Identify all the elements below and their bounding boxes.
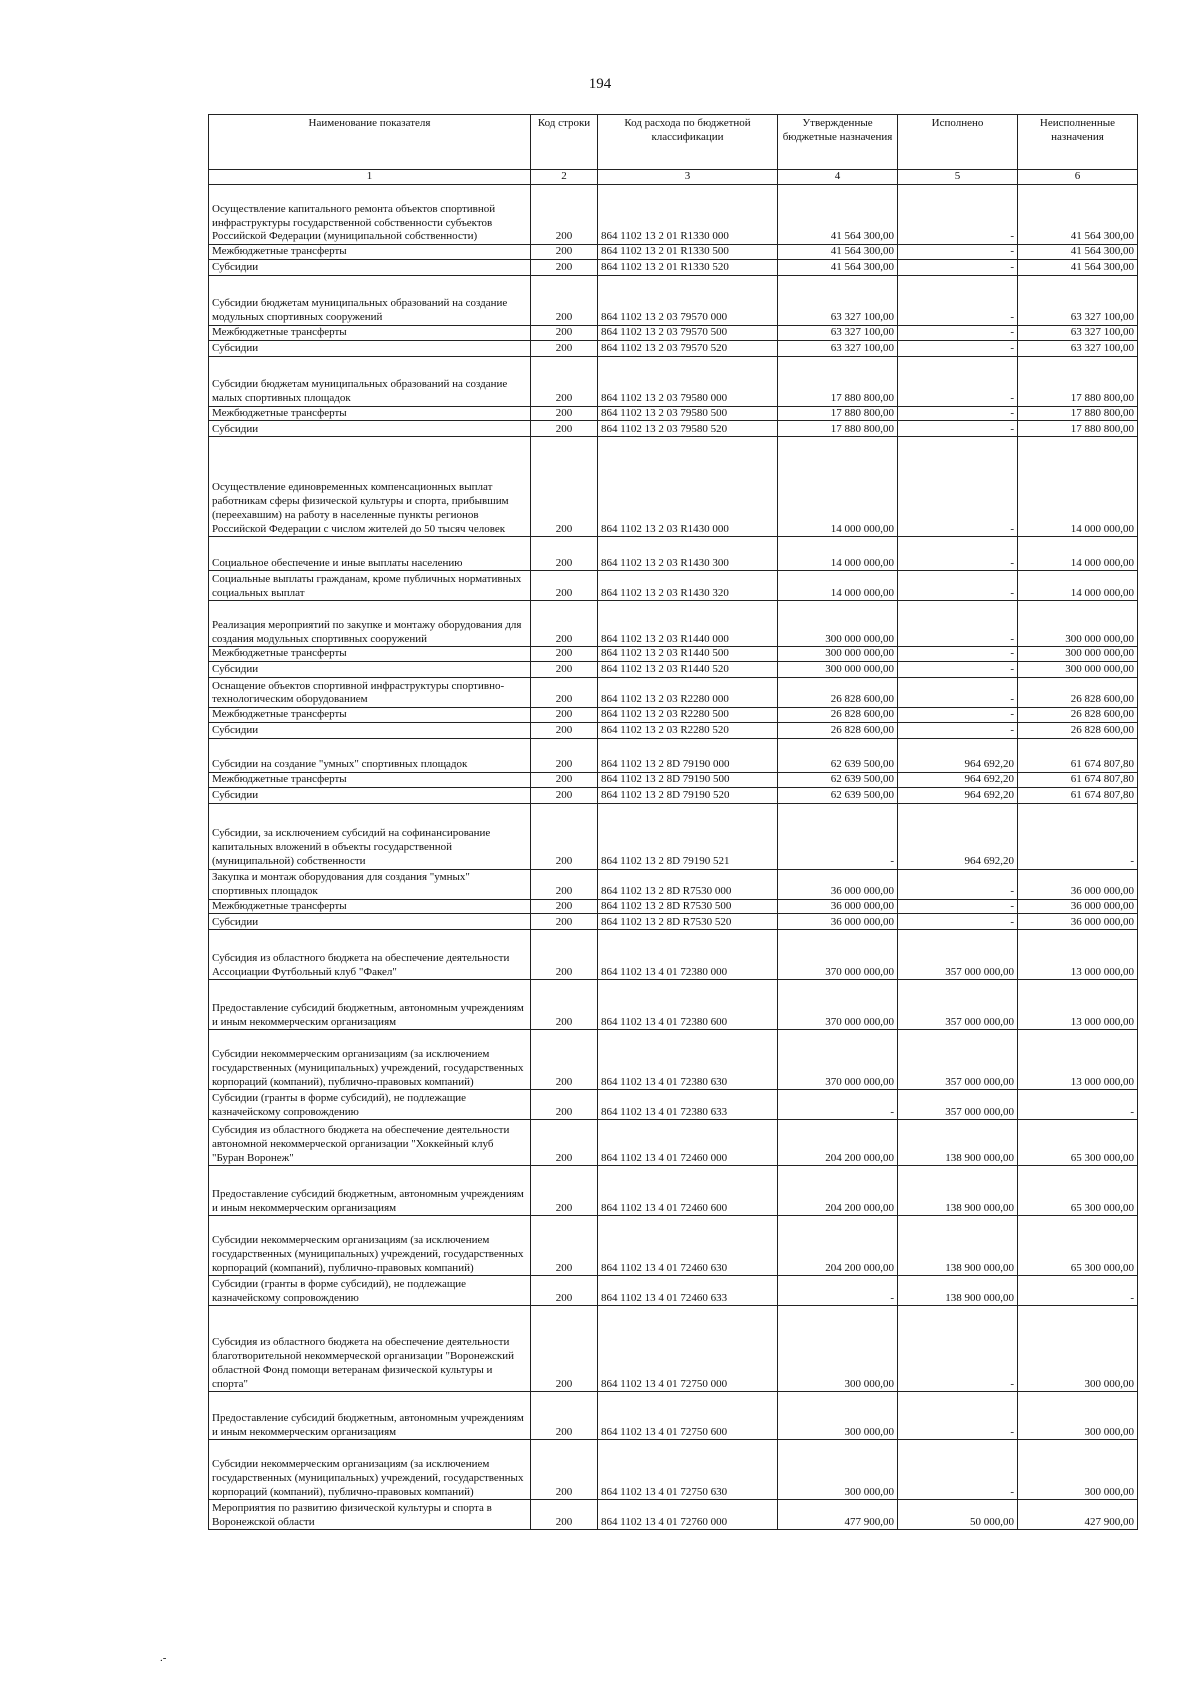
line-code-cell: 200 [531, 1030, 598, 1090]
line-code-cell: 200 [531, 1500, 598, 1530]
column-number: 2 [531, 170, 598, 185]
line-code-cell: 200 [531, 1306, 598, 1392]
budget-code-cell: 864 1102 13 2 03 R1430 300 [598, 537, 778, 571]
executed-amount-cell: - [898, 1440, 1018, 1500]
table-row [209, 1500, 1138, 1530]
unexecuted-amount-cell: 36 000 000,00 [1018, 869, 1138, 899]
unexecuted-amount-cell: 61 674 807,80 [1018, 787, 1138, 803]
approved-amount-cell: 62 639 500,00 [778, 738, 898, 772]
executed-amount-cell: - [898, 601, 1018, 647]
line-code-cell: 200 [531, 437, 598, 537]
approved-amount-cell: 17 880 800,00 [778, 421, 898, 437]
indicator-name-cell: Субсидии [209, 662, 531, 678]
budget-code-cell: 864 1102 13 4 01 72380 630 [598, 1030, 778, 1090]
line-code-cell: 200 [531, 1166, 598, 1216]
budget-code-cell: 864 1102 13 4 01 72380 633 [598, 1090, 778, 1120]
approved-amount-cell: 26 828 600,00 [778, 678, 898, 708]
executed-amount-cell: - [898, 899, 1018, 914]
header-approved: Утвержденные бюджетные назначения [778, 115, 898, 170]
approved-amount-cell: 17 880 800,00 [778, 356, 898, 406]
column-number: 1 [209, 170, 531, 185]
executed-amount-cell: - [898, 662, 1018, 678]
unexecuted-amount-cell: 63 327 100,00 [1018, 325, 1138, 340]
indicator-name-cell: Субсидии бюджетам муниципальных образований на создание малых спортивных площадок [209, 356, 531, 406]
budget-code-cell: 864 1102 13 2 8D 79190 520 [598, 787, 778, 803]
executed-amount-cell: - [898, 340, 1018, 356]
approved-amount-cell: 36 000 000,00 [778, 869, 898, 899]
executed-amount-cell: - [898, 437, 1018, 537]
header-budget-code: Код расхода по бюджетной классификации [598, 115, 778, 170]
indicator-name-cell: Осуществление капитального ремонта объектов спортивной инфраструктуры государственной собственности субъектов Российской Федерации (муниципальной собственности) [209, 185, 531, 245]
approved-amount-cell: 300 000,00 [778, 1306, 898, 1392]
budget-code-cell: 864 1102 13 2 8D 79190 500 [598, 772, 778, 787]
indicator-name-cell: Реализация мероприятий по закупке и монтажу оборудования для создания модульных спортивных сооружений [209, 601, 531, 647]
indicator-name-cell: Субсидии [209, 340, 531, 356]
indicator-name-cell: Межбюджетные трансферты [209, 406, 531, 421]
unexecuted-amount-cell: 300 000 000,00 [1018, 647, 1138, 662]
unexecuted-amount-cell: - [1018, 1276, 1138, 1306]
table-row [209, 406, 1138, 421]
executed-amount-cell: 138 900 000,00 [898, 1120, 1018, 1166]
executed-amount-cell: - [898, 1306, 1018, 1392]
table-row [209, 1166, 1138, 1216]
line-code-cell: 200 [531, 1120, 598, 1166]
executed-amount-cell: - [898, 185, 1018, 245]
indicator-name-cell: Предоставление субсидий бюджетным, автономным учреждениям и иным некоммерческим организациям [209, 980, 531, 1030]
executed-amount-cell: - [898, 647, 1018, 662]
line-code-cell: 200 [531, 722, 598, 738]
indicator-name-cell: Субсидии [209, 722, 531, 738]
unexecuted-amount-cell: 36 000 000,00 [1018, 914, 1138, 930]
executed-amount-cell: - [898, 678, 1018, 708]
unexecuted-amount-cell: 17 880 800,00 [1018, 356, 1138, 406]
table-row [209, 803, 1138, 869]
line-code-cell: 200 [531, 245, 598, 260]
approved-amount-cell: 300 000,00 [778, 1392, 898, 1440]
executed-amount-cell: 964 692,20 [898, 738, 1018, 772]
budget-code-cell: 864 1102 13 2 8D R7530 520 [598, 914, 778, 930]
approved-amount-cell: 36 000 000,00 [778, 899, 898, 914]
table-row [209, 275, 1138, 325]
unexecuted-amount-cell: 14 000 000,00 [1018, 571, 1138, 601]
budget-code-cell: 864 1102 13 2 03 R1430 320 [598, 571, 778, 601]
table-row [209, 1090, 1138, 1120]
executed-amount-cell: - [898, 259, 1018, 275]
approved-amount-cell: - [778, 803, 898, 869]
line-code-cell: 200 [531, 1276, 598, 1306]
table-row [209, 437, 1138, 537]
indicator-name-cell: Предоставление субсидий бюджетным, автономным учреждениям и иным некоммерческим организациям [209, 1392, 531, 1440]
budget-execution-table [208, 114, 1138, 1530]
executed-amount-cell: - [898, 1392, 1018, 1440]
approved-amount-cell: 204 200 000,00 [778, 1216, 898, 1276]
table-row [209, 601, 1138, 647]
line-code-cell: 200 [531, 899, 598, 914]
table-row [209, 1440, 1138, 1500]
budget-code-cell: 864 1102 13 2 03 R1440 000 [598, 601, 778, 647]
unexecuted-amount-cell: 427 900,00 [1018, 1500, 1138, 1530]
approved-amount-cell: 41 564 300,00 [778, 259, 898, 275]
approved-amount-cell: 62 639 500,00 [778, 787, 898, 803]
approved-amount-cell: 204 200 000,00 [778, 1166, 898, 1216]
budget-code-cell: 864 1102 13 2 01 R1330 500 [598, 245, 778, 260]
approved-amount-cell: 62 639 500,00 [778, 772, 898, 787]
approved-amount-cell: 14 000 000,00 [778, 537, 898, 571]
indicator-name-cell: Субсидии, за исключением субсидий на софинансирование капитальных вложений в объекты государственной (муниципальной) собственности [209, 803, 531, 869]
line-code-cell: 200 [531, 421, 598, 437]
indicator-name-cell: Субсидии [209, 421, 531, 437]
line-code-cell: 200 [531, 537, 598, 571]
line-code-cell: 200 [531, 1090, 598, 1120]
table-row [209, 1392, 1138, 1440]
table-row [209, 571, 1138, 601]
budget-code-cell: 864 1102 13 2 03 R1430 000 [598, 437, 778, 537]
executed-amount-cell: 357 000 000,00 [898, 930, 1018, 980]
unexecuted-amount-cell: 300 000,00 [1018, 1440, 1138, 1500]
budget-code-cell: 864 1102 13 2 03 R2280 000 [598, 678, 778, 708]
table-body [209, 185, 1138, 1530]
budget-code-cell: 864 1102 13 2 01 R1330 520 [598, 259, 778, 275]
budget-code-cell: 864 1102 13 4 01 72750 630 [598, 1440, 778, 1500]
line-code-cell: 200 [531, 259, 598, 275]
executed-amount-cell: 138 900 000,00 [898, 1166, 1018, 1216]
executed-amount-cell: - [898, 722, 1018, 738]
table-row [209, 356, 1138, 406]
budget-code-cell: 864 1102 13 2 8D 79190 521 [598, 803, 778, 869]
executed-amount-cell: - [898, 406, 1018, 421]
indicator-name-cell: Предоставление субсидий бюджетным, автономным учреждениям и иным некоммерческим организациям [209, 1166, 531, 1216]
line-code-cell: 200 [531, 571, 598, 601]
line-code-cell: 200 [531, 647, 598, 662]
budget-code-cell: 864 1102 13 4 01 72760 000 [598, 1500, 778, 1530]
unexecuted-amount-cell: 300 000 000,00 [1018, 601, 1138, 647]
indicator-name-cell: Закупка и монтаж оборудования для создания "умных" спортивных площадок [209, 869, 531, 899]
line-code-cell: 200 [531, 185, 598, 245]
budget-code-cell: 864 1102 13 2 03 R1440 500 [598, 647, 778, 662]
unexecuted-amount-cell: 17 880 800,00 [1018, 421, 1138, 437]
approved-amount-cell: 63 327 100,00 [778, 340, 898, 356]
budget-code-cell: 864 1102 13 4 01 72460 600 [598, 1166, 778, 1216]
indicator-name-cell: Оснащение объектов спортивной инфраструктуры спортивно-технологическим оборудованием [209, 678, 531, 708]
unexecuted-amount-cell: 17 880 800,00 [1018, 406, 1138, 421]
budget-code-cell: 864 1102 13 2 8D 79190 000 [598, 738, 778, 772]
indicator-name-cell: Межбюджетные трансферты [209, 325, 531, 340]
line-code-cell: 200 [531, 869, 598, 899]
line-code-cell: 200 [531, 1392, 598, 1440]
unexecuted-amount-cell: - [1018, 803, 1138, 869]
approved-amount-cell: 36 000 000,00 [778, 914, 898, 930]
unexecuted-amount-cell: 61 674 807,80 [1018, 772, 1138, 787]
budget-code-cell: 864 1102 13 2 03 79570 500 [598, 325, 778, 340]
executed-amount-cell: 357 000 000,00 [898, 980, 1018, 1030]
indicator-name-cell: Субсидия из областного бюджета на обеспечение деятельности благотворительной некоммерческой организации "Воронежский областной Фонд помощи ветеранам физической культуры и спорта" [209, 1306, 531, 1392]
line-code-cell: 200 [531, 406, 598, 421]
budget-code-cell: 864 1102 13 2 03 79570 000 [598, 275, 778, 325]
indicator-name-cell: Субсидии некоммерческим организациям (за исключением государственных (муниципальных) учреждений, государственных корпораций (компаний), публично-правовых компаний) [209, 1440, 531, 1500]
budget-code-cell: 864 1102 13 2 01 R1330 000 [598, 185, 778, 245]
unexecuted-amount-cell: 300 000 000,00 [1018, 662, 1138, 678]
approved-amount-cell: 14 000 000,00 [778, 437, 898, 537]
executed-amount-cell: - [898, 356, 1018, 406]
line-code-cell: 200 [531, 356, 598, 406]
unexecuted-amount-cell: 36 000 000,00 [1018, 899, 1138, 914]
budget-code-cell: 864 1102 13 4 01 72460 630 [598, 1216, 778, 1276]
column-number: 4 [778, 170, 898, 185]
approved-amount-cell: - [778, 1090, 898, 1120]
column-number-row [209, 170, 1138, 185]
approved-amount-cell: 300 000 000,00 [778, 647, 898, 662]
line-code-cell: 200 [531, 325, 598, 340]
indicator-name-cell: Межбюджетные трансферты [209, 899, 531, 914]
table-row [209, 772, 1138, 787]
table-row [209, 980, 1138, 1030]
column-number: 5 [898, 170, 1018, 185]
budget-code-cell: 864 1102 13 4 01 72750 600 [598, 1392, 778, 1440]
unexecuted-amount-cell: 41 564 300,00 [1018, 245, 1138, 260]
budget-code-cell: 864 1102 13 4 01 72380 600 [598, 980, 778, 1030]
unexecuted-amount-cell: 65 300 000,00 [1018, 1120, 1138, 1166]
table-row [209, 899, 1138, 914]
budget-code-cell: 864 1102 13 2 03 79580 520 [598, 421, 778, 437]
unexecuted-amount-cell: 41 564 300,00 [1018, 259, 1138, 275]
executed-amount-cell: - [898, 571, 1018, 601]
budget-code-cell: 864 1102 13 2 8D R7530 000 [598, 869, 778, 899]
budget-code-cell: 864 1102 13 4 01 72460 000 [598, 1120, 778, 1166]
table-row [209, 1120, 1138, 1166]
table-row [209, 708, 1138, 723]
approved-amount-cell: - [778, 1276, 898, 1306]
indicator-name-cell: Субсидии [209, 914, 531, 930]
line-code-cell: 200 [531, 803, 598, 869]
budget-code-cell: 864 1102 13 2 03 R2280 520 [598, 722, 778, 738]
table-row [209, 340, 1138, 356]
unexecuted-amount-cell: - [1018, 1090, 1138, 1120]
executed-amount-cell: 964 692,20 [898, 772, 1018, 787]
line-code-cell: 200 [531, 678, 598, 708]
budget-code-cell: 864 1102 13 2 03 R1440 520 [598, 662, 778, 678]
line-code-cell: 200 [531, 787, 598, 803]
unexecuted-amount-cell: 300 000,00 [1018, 1392, 1138, 1440]
unexecuted-amount-cell: 26 828 600,00 [1018, 722, 1138, 738]
indicator-name-cell: Социальное обеспечение и иные выплаты населению [209, 537, 531, 571]
table-row [209, 662, 1138, 678]
executed-amount-cell: 964 692,20 [898, 803, 1018, 869]
table-row [209, 738, 1138, 772]
table-row [209, 930, 1138, 980]
indicator-name-cell: Субсидии на создание "умных" спортивных площадок [209, 738, 531, 772]
budget-code-cell: 864 1102 13 2 03 R2280 500 [598, 708, 778, 723]
approved-amount-cell: 26 828 600,00 [778, 708, 898, 723]
indicator-name-cell: Субсидии [209, 259, 531, 275]
indicator-name-cell: Субсидии бюджетам муниципальных образований на создание модульных спортивных сооружений [209, 275, 531, 325]
table-row [209, 1030, 1138, 1090]
unexecuted-amount-cell: 300 000,00 [1018, 1306, 1138, 1392]
approved-amount-cell: 26 828 600,00 [778, 722, 898, 738]
budget-code-cell: 864 1102 13 4 01 72460 633 [598, 1276, 778, 1306]
line-code-cell: 200 [531, 662, 598, 678]
approved-amount-cell: 370 000 000,00 [778, 980, 898, 1030]
header-row [209, 115, 1138, 170]
indicator-name-cell: Осуществление единовременных компенсационных выплат работникам сферы физической культуры и спорта, прибывшим (переехавшим) на работу в населенные пункты регионов Российской Федерации с числом жителей до 50 тысяч человек [209, 437, 531, 537]
executed-amount-cell: 50 000,00 [898, 1500, 1018, 1530]
approved-amount-cell: 370 000 000,00 [778, 1030, 898, 1090]
table-row [209, 722, 1138, 738]
approved-amount-cell: 477 900,00 [778, 1500, 898, 1530]
approved-amount-cell: 300 000 000,00 [778, 601, 898, 647]
line-code-cell: 200 [531, 980, 598, 1030]
indicator-name-cell: Межбюджетные трансферты [209, 245, 531, 260]
table-row [209, 421, 1138, 437]
unexecuted-amount-cell: 65 300 000,00 [1018, 1216, 1138, 1276]
table-row [209, 1276, 1138, 1306]
approved-amount-cell: 17 880 800,00 [778, 406, 898, 421]
executed-amount-cell: - [898, 275, 1018, 325]
table-row [209, 869, 1138, 899]
unexecuted-amount-cell: 26 828 600,00 [1018, 678, 1138, 708]
indicator-name-cell: Мероприятия по развитию физической культуры и спорта в Воронежской области [209, 1500, 531, 1530]
unexecuted-amount-cell: 63 327 100,00 [1018, 340, 1138, 356]
table-row [209, 914, 1138, 930]
executed-amount-cell: 357 000 000,00 [898, 1090, 1018, 1120]
header-unexecuted: Неисполненные назначения [1018, 115, 1138, 170]
table-row [209, 537, 1138, 571]
budget-code-cell: 864 1102 13 4 01 72750 000 [598, 1306, 778, 1392]
approved-amount-cell: 14 000 000,00 [778, 571, 898, 601]
indicator-name-cell: Межбюджетные трансферты [209, 772, 531, 787]
table-row [209, 185, 1138, 245]
unexecuted-amount-cell: 63 327 100,00 [1018, 275, 1138, 325]
executed-amount-cell: - [898, 245, 1018, 260]
line-code-cell: 200 [531, 772, 598, 787]
column-number: 3 [598, 170, 778, 185]
column-number: 6 [1018, 170, 1138, 185]
unexecuted-amount-cell: 13 000 000,00 [1018, 1030, 1138, 1090]
indicator-name-cell: Субсидии некоммерческим организациям (за исключением государственных (муниципальных) учреждений, государственных корпораций (компаний), публично-правовых компаний) [209, 1216, 531, 1276]
budget-code-cell: 864 1102 13 2 03 79580 500 [598, 406, 778, 421]
indicator-name-cell: Социальные выплаты гражданам, кроме публичных нормативных социальных выплат [209, 571, 531, 601]
table-row [209, 647, 1138, 662]
table-row [209, 787, 1138, 803]
indicator-name-cell: Субсидии (гранты в форме субсидий), не подлежащие казначейскому сопровождению [209, 1090, 531, 1120]
page-number: 194 [588, 76, 612, 92]
line-code-cell: 200 [531, 914, 598, 930]
approved-amount-cell: 63 327 100,00 [778, 275, 898, 325]
budget-code-cell: 864 1102 13 2 03 79570 520 [598, 340, 778, 356]
approved-amount-cell: 370 000 000,00 [778, 930, 898, 980]
table-row [209, 1306, 1138, 1392]
table-row [209, 1216, 1138, 1276]
executed-amount-cell: 138 900 000,00 [898, 1216, 1018, 1276]
header-line-code: Код строки [531, 115, 598, 170]
line-code-cell: 200 [531, 930, 598, 980]
executed-amount-cell: - [898, 325, 1018, 340]
executed-amount-cell: - [898, 537, 1018, 571]
indicator-name-cell: Субсидия из областного бюджета на обеспечение деятельности Ассоциации Футбольный клуб "Факел" [209, 930, 531, 980]
table-row [209, 678, 1138, 708]
unexecuted-amount-cell: 61 674 807,80 [1018, 738, 1138, 772]
executed-amount-cell: - [898, 421, 1018, 437]
unexecuted-amount-cell: 13 000 000,00 [1018, 980, 1138, 1030]
stray-mark: .- [160, 1652, 167, 1664]
indicator-name-cell: Субсидии (гранты в форме субсидий), не подлежащие казначейскому сопровождению [209, 1276, 531, 1306]
executed-amount-cell: 964 692,20 [898, 787, 1018, 803]
unexecuted-amount-cell: 26 828 600,00 [1018, 708, 1138, 723]
approved-amount-cell: 41 564 300,00 [778, 185, 898, 245]
indicator-name-cell: Межбюджетные трансферты [209, 708, 531, 723]
indicator-name-cell: Субсидии [209, 787, 531, 803]
approved-amount-cell: 204 200 000,00 [778, 1120, 898, 1166]
header-indicator-name: Наименование показателя [209, 115, 531, 170]
unexecuted-amount-cell: 41 564 300,00 [1018, 185, 1138, 245]
unexecuted-amount-cell: 65 300 000,00 [1018, 1166, 1138, 1216]
line-code-cell: 200 [531, 708, 598, 723]
approved-amount-cell: 300 000,00 [778, 1440, 898, 1500]
line-code-cell: 200 [531, 738, 598, 772]
line-code-cell: 200 [531, 1440, 598, 1500]
budget-code-cell: 864 1102 13 2 8D R7530 500 [598, 899, 778, 914]
table-row [209, 259, 1138, 275]
budget-code-cell: 864 1102 13 2 03 79580 000 [598, 356, 778, 406]
unexecuted-amount-cell: 14 000 000,00 [1018, 437, 1138, 537]
unexecuted-amount-cell: 14 000 000,00 [1018, 537, 1138, 571]
line-code-cell: 200 [531, 340, 598, 356]
executed-amount-cell: - [898, 708, 1018, 723]
approved-amount-cell: 63 327 100,00 [778, 325, 898, 340]
unexecuted-amount-cell: 13 000 000,00 [1018, 930, 1138, 980]
table-row [209, 245, 1138, 260]
indicator-name-cell: Субсидия из областного бюджета на обеспечение деятельности автономной некоммерческой организации "Хоккейный клуб "Буран Воронеж" [209, 1120, 531, 1166]
executed-amount-cell: 138 900 000,00 [898, 1276, 1018, 1306]
header-executed: Исполнено [898, 115, 1018, 170]
table-row [209, 325, 1138, 340]
line-code-cell: 200 [531, 275, 598, 325]
approved-amount-cell: 300 000 000,00 [778, 662, 898, 678]
line-code-cell: 200 [531, 601, 598, 647]
approved-amount-cell: 41 564 300,00 [778, 245, 898, 260]
indicator-name-cell: Субсидии некоммерческим организациям (за исключением государственных (муниципальных) учреждений, государственных корпораций (компаний), публично-правовых компаний) [209, 1030, 531, 1090]
line-code-cell: 200 [531, 1216, 598, 1276]
executed-amount-cell: - [898, 869, 1018, 899]
indicator-name-cell: Межбюджетные трансферты [209, 647, 531, 662]
budget-code-cell: 864 1102 13 4 01 72380 000 [598, 930, 778, 980]
executed-amount-cell: - [898, 914, 1018, 930]
executed-amount-cell: 357 000 000,00 [898, 1030, 1018, 1090]
